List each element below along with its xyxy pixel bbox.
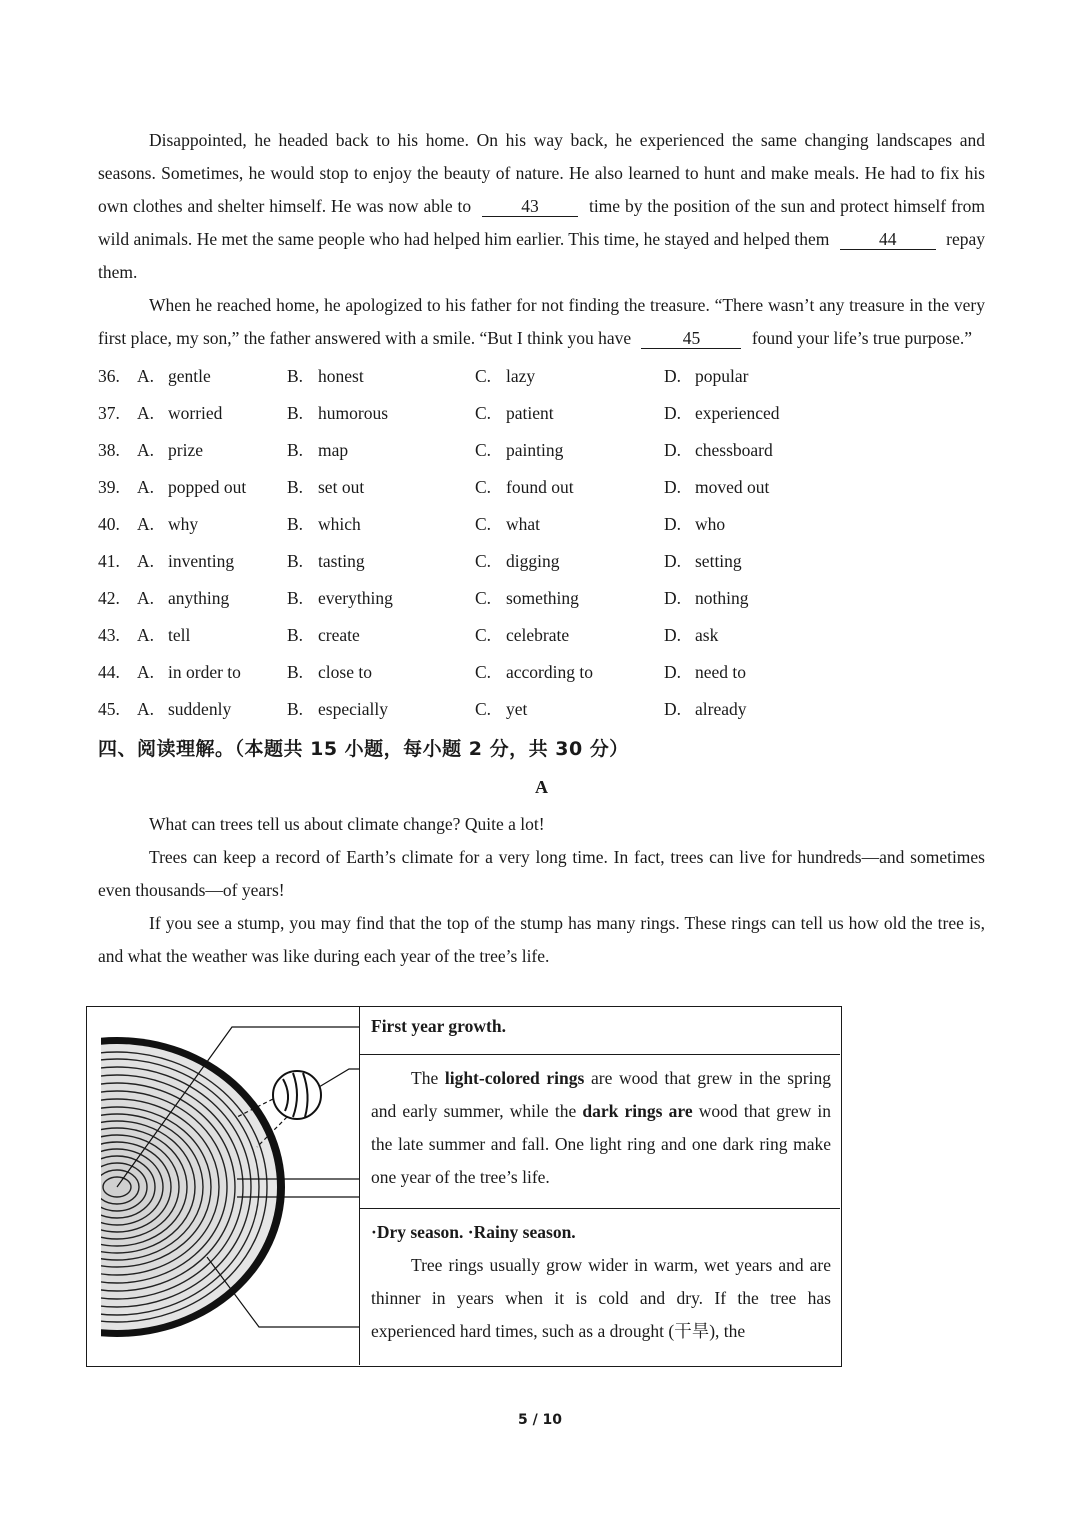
tree-ring-illustration [87, 1007, 360, 1365]
option-a [137, 543, 287, 580]
option-text: in order to [168, 662, 241, 682]
question-number: 40. [98, 514, 120, 534]
table-row-first-year: First year growth. [360, 1007, 840, 1055]
option-letter: D. [664, 514, 682, 534]
option-text: popular [695, 366, 749, 386]
option-letter: C. [475, 477, 492, 497]
bold-term: dark rings are [582, 1101, 693, 1121]
option-text: tell [168, 625, 191, 645]
ring-colors-text [371, 1062, 831, 1194]
option-letter: A. [137, 699, 155, 719]
option-letter: C. [475, 366, 492, 386]
option-b [287, 654, 475, 691]
option-text: setting [695, 551, 742, 571]
page-number: 5 / 10 [517, 1412, 563, 1428]
passage-text: repay them. [98, 229, 985, 282]
passage-text: When he reached home, he apologized to his father for not finding the treasure. “There wasn’t any treasure in the very first place, my son,” the father answered with a smile. “But I think you have [98, 295, 985, 348]
option-text: what [506, 514, 541, 534]
option-b [287, 580, 475, 617]
option-text: popped out [168, 477, 247, 497]
option-b [287, 358, 475, 395]
option-letter: C. [475, 514, 492, 534]
option-text: lazy [506, 366, 536, 386]
option-letter: A. [137, 625, 155, 645]
option-letter: D. [664, 403, 682, 423]
option-text: anything [168, 588, 230, 608]
option-letter: D. [664, 699, 682, 719]
tree-stump-diagram [87, 1007, 359, 1365]
option-c [475, 654, 664, 691]
option-letter: B. [287, 551, 304, 571]
option-b [287, 691, 475, 728]
passage-paragraph-2 [98, 289, 985, 355]
option-text: suddenly [168, 699, 232, 719]
option-a [137, 469, 287, 506]
question-number: 43. [98, 625, 120, 645]
seasons-text: Tree rings usually grow wider in warm, wet years and are thinner in years when it is cold and dry. If the tree has experienced hard times, such as a drought (干旱), the [371, 1255, 831, 1341]
option-letter: C. [475, 662, 492, 682]
table-row-seasons [360, 1210, 840, 1365]
option-c [475, 691, 664, 728]
option-letter: A. [137, 588, 155, 608]
blank-45: 45 [641, 328, 741, 349]
option-text: tasting [318, 551, 365, 571]
option-d [664, 691, 864, 728]
option-c [475, 395, 664, 432]
option-d [664, 395, 864, 432]
question-list [98, 358, 985, 728]
option-letter: A. [137, 403, 155, 423]
option-letter: B. [287, 588, 304, 608]
option-b [287, 395, 475, 432]
passage-text: found your life’s true purpose.” [751, 328, 973, 348]
question-number: 38. [98, 440, 120, 460]
option-letter: A. [137, 477, 155, 497]
passage-text: Disappointed, he headed back to his home. On his way back, he experienced the same changing landscapes and seasons. Sometimes, he would stop to enjoy the beauty of nature. He also learned to hunt and make meals. He had to fix his own clothes and shelter himself. He was now able to [98, 130, 985, 216]
option-text: nothing [695, 588, 749, 608]
option-text: inventing [168, 551, 235, 571]
option-letter: A. [137, 366, 155, 386]
question-row [98, 469, 985, 506]
option-text: create [318, 625, 360, 645]
option-text: map [318, 440, 349, 460]
option-letter: C. [475, 403, 492, 423]
option-text: yet [506, 699, 528, 719]
option-text: worried [168, 403, 223, 423]
option-text: according to [506, 662, 593, 682]
question-number: 37. [98, 403, 120, 423]
option-text: experienced [695, 403, 780, 423]
option-letter: D. [664, 366, 682, 386]
option-text: everything [318, 588, 393, 608]
table-row-ring-colors [360, 1056, 840, 1209]
option-text: prize [168, 440, 203, 460]
question-row [98, 358, 985, 395]
option-letter: C. [475, 588, 492, 608]
question-number: 41. [98, 551, 120, 571]
option-letter: C. [475, 625, 492, 645]
option-a [137, 358, 287, 395]
option-letter: A. [137, 551, 155, 571]
option-a [137, 580, 287, 617]
option-letter: D. [664, 551, 682, 571]
reading-paragraph: What can trees tell us about climate change? Quite a lot! [149, 814, 545, 834]
option-d [664, 358, 864, 395]
option-text: digging [506, 551, 560, 571]
option-b [287, 543, 475, 580]
section-heading: 四、阅读理解。（本题共 15 小题，每小题 2 分，共 30 分） [98, 738, 629, 760]
option-letter: B. [287, 366, 304, 386]
option-text: something [506, 588, 579, 608]
option-a [137, 617, 287, 654]
option-text: why [168, 514, 199, 534]
option-letter: B. [287, 514, 304, 534]
seasons-heading: ·Dry season. ·Rainy season. [371, 1222, 576, 1242]
option-c [475, 358, 664, 395]
option-b [287, 432, 475, 469]
option-text: gentle [168, 366, 211, 386]
option-text: found out [506, 477, 574, 497]
option-b [287, 506, 475, 543]
option-letter: C. [475, 699, 492, 719]
option-letter: A. [137, 440, 155, 460]
option-text: patient [506, 403, 554, 423]
option-a [137, 654, 287, 691]
option-a [137, 691, 287, 728]
question-row [98, 395, 985, 432]
option-c [475, 469, 664, 506]
option-letter: D. [664, 625, 682, 645]
option-a [137, 432, 287, 469]
option-letter: D. [664, 588, 682, 608]
option-text: especially [318, 699, 388, 719]
option-letter: C. [475, 551, 492, 571]
question-row [98, 506, 985, 543]
text-run: wood that grew in the late summer and fall. One light ring and one dark ring make one year of the tree’s life. [371, 1101, 831, 1187]
passage-paragraph-1 [98, 124, 985, 289]
option-d [664, 617, 864, 654]
blank-43: 43 [482, 196, 578, 217]
page-content [98, 124, 985, 973]
text-run: are wood that grew in the spring and early summer, while the [371, 1068, 831, 1121]
option-c [475, 506, 664, 543]
question-row [98, 543, 985, 580]
question-number: 44. [98, 662, 120, 682]
option-text: already [695, 699, 747, 719]
reading-paragraph: If you see a stump, you may find that the top of the stump has many rings. These rings can tell us how old the tree is, and what the weather was like during each year of the tree’s life. [98, 913, 985, 966]
option-a [137, 506, 287, 543]
option-d [664, 469, 864, 506]
option-letter: B. [287, 625, 304, 645]
question-number: 42. [98, 588, 120, 608]
option-c [475, 432, 664, 469]
option-text: ask [695, 625, 719, 645]
option-c [475, 543, 664, 580]
option-b [287, 617, 475, 654]
bold-term: light-colored rings [444, 1068, 585, 1088]
option-text: humorous [318, 403, 388, 423]
option-text: who [695, 514, 726, 534]
option-d [664, 543, 864, 580]
option-text: set out [318, 477, 365, 497]
option-letter: B. [287, 699, 304, 719]
option-text: honest [318, 366, 364, 386]
option-letter: D. [664, 440, 682, 460]
question-row [98, 654, 985, 691]
option-text: celebrate [506, 625, 570, 645]
option-letter: B. [287, 477, 304, 497]
option-text: which [318, 514, 361, 534]
passage-text: time by the position of the sun and protect himself from wild animals. He met the same people who had helped him earlier. This time, he stayed and helped them [98, 196, 985, 249]
question-number: 39. [98, 477, 120, 497]
reading-paragraph: Trees can keep a record of Earth’s climate for a very long time. In fact, trees can live for hundreds—and sometimes even thousands—of years! [98, 847, 985, 900]
option-b [287, 469, 475, 506]
option-d [664, 654, 864, 691]
option-c [475, 617, 664, 654]
question-row [98, 617, 985, 654]
option-letter: B. [287, 403, 304, 423]
option-letter: B. [287, 662, 304, 682]
text-run: The [411, 1068, 445, 1088]
option-d [664, 506, 864, 543]
option-letter: B. [287, 440, 304, 460]
option-a [137, 395, 287, 432]
option-letter: D. [664, 477, 682, 497]
tree-ring-table [86, 1006, 842, 1367]
question-row [98, 580, 985, 617]
option-d [664, 432, 864, 469]
question-number: 36. [98, 366, 120, 386]
blank-44: 44 [840, 229, 936, 250]
option-text: need to [695, 662, 747, 682]
option-letter: C. [475, 440, 492, 460]
option-letter: A. [137, 662, 155, 682]
option-text: close to [318, 662, 372, 682]
passage-label: A [535, 777, 548, 797]
option-c [475, 580, 664, 617]
option-text: moved out [695, 477, 770, 497]
option-text: painting [506, 440, 564, 460]
option-d [664, 580, 864, 617]
option-letter: A. [137, 514, 155, 534]
question-number: 45. [98, 699, 120, 719]
question-row [98, 432, 985, 469]
option-text: chessboard [695, 440, 773, 460]
option-letter: D. [664, 662, 682, 682]
question-row [98, 691, 985, 728]
